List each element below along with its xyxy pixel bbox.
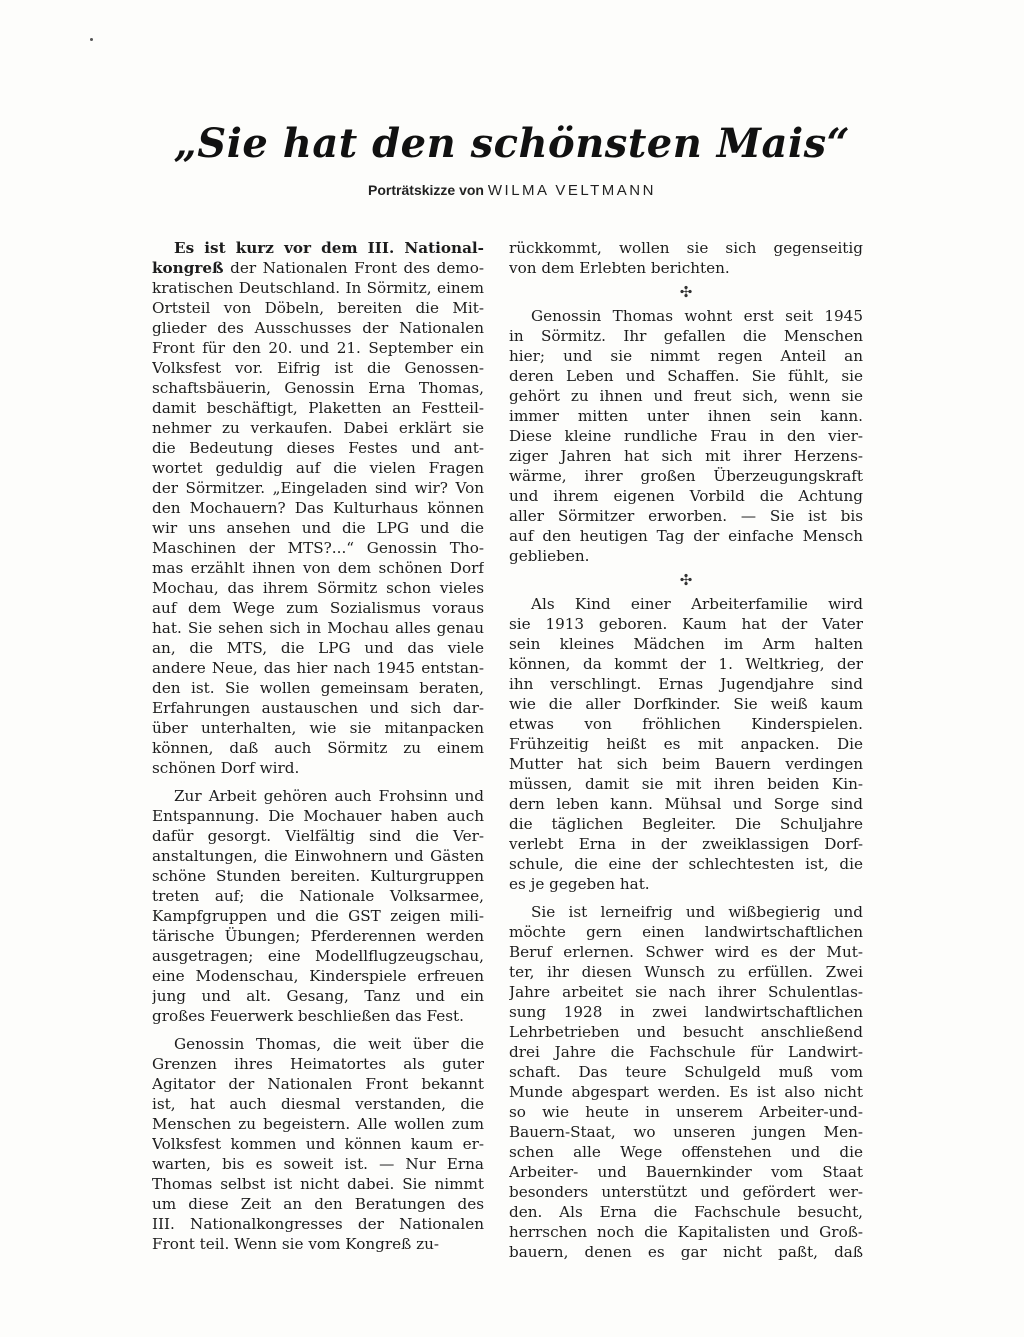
text-line: III. Nationalkongresses der Nationalen: [152, 1215, 484, 1233]
paragraph: [509, 306, 863, 566]
text-line: sung 1928 in zwei landwirtschaftlichen: [509, 1003, 863, 1021]
bold-lead-in: kongreß: [152, 259, 224, 277]
text-line: glieder des Ausschusses der Nationalen: [152, 319, 484, 337]
text-line: mas erzählt ihnen von dem schönen Dorf: [152, 559, 484, 577]
text-line: Genossin Thomas wohnt erst seit 1945: [531, 307, 863, 325]
text-line: Mochau, das ihrem Sörmitz schon vieles: [152, 579, 484, 597]
text-line: rückkommt, wollen sie sich gegenseitig: [509, 239, 863, 257]
text-line: schule, die eine der schlechtesten ist, die: [509, 855, 863, 873]
text-line: dern leben kann. Mühsal und Sorge sind: [509, 795, 863, 813]
text-line: ihn verschlingt. Ernas Jugendjahre sind: [509, 675, 863, 693]
text-line: Front teil. Wenn sie vom Kongreß zu-: [152, 1235, 440, 1253]
text-line: schöne Stunden bereiten. Kulturgruppen: [152, 867, 484, 885]
section-separator: ✣: [679, 571, 693, 589]
text-line: ausgetragen; eine Modellflugzeugschau,: [152, 947, 484, 965]
text-line: andere Neue, das hier nach 1945 entstan-: [152, 659, 484, 677]
text-line: aller Sörmitzer erworben. — Sie ist bis: [509, 507, 863, 525]
text-line: ist, hat auch diesmal verstanden, die: [152, 1095, 484, 1113]
text-line: sie 1913 geboren. Kaum hat der Vater: [509, 615, 863, 633]
text-line: dafür gesorgt. Vielfältig sind die Ver-: [152, 827, 484, 845]
paragraph: [152, 238, 484, 778]
text-line: Ortsteil von Döbeln, bereiten die Mit-: [152, 299, 484, 317]
text-line: bauern, denen es gar nicht paßt, daß: [509, 1243, 863, 1261]
text-line: Grenzen ihres Heimatortes als guter: [152, 1055, 484, 1073]
text-line: Arbeiter- und Bauernkinder vom Staat: [509, 1163, 863, 1181]
text-line: etwas von fröhlichen Kinderspielen.: [509, 715, 863, 733]
text-line: so wie heute in unserem Arbeiter-und-: [509, 1103, 863, 1121]
text-line: den. Als Erna die Fachschule besucht,: [509, 1203, 863, 1221]
text-line: und ihrem eigenen Vorbild die Achtung: [509, 487, 863, 505]
text-line: Agitator der Nationalen Front bekannt: [152, 1075, 484, 1093]
text-line: der Sörmitzer. „Eingeladen sind wir? Von: [152, 479, 484, 497]
text-line: schen alle Wege offenstehen und die: [509, 1143, 863, 1161]
text-line: schaft. Das teure Schulgeld muß vom: [509, 1063, 863, 1081]
text-line: jung und alt. Gesang, Tanz und ein: [152, 987, 484, 1005]
text-line: in Sörmitz. Ihr gefallen die Menschen: [509, 327, 863, 345]
text-line: es je gegeben hat.: [509, 875, 650, 893]
text-line: Volksfest vor. Eifrig ist die Genossen-: [152, 359, 484, 377]
text-line: geblieben.: [509, 547, 590, 565]
left-column: [152, 238, 484, 1254]
text-line: müssen, damit sie mit ihren beiden Kin-: [509, 775, 863, 793]
text-line: Bauern-Staat, wo unseren jungen Men-: [509, 1123, 863, 1141]
text-line: Sie ist lerneifrig und wißbegierig und: [531, 903, 863, 921]
text-line: Als Kind einer Arbeiterfamilie wird: [531, 595, 863, 613]
text-line: können, da kommt der 1. Weltkrieg, der: [509, 655, 863, 673]
text-line: [152, 238, 484, 258]
text-line: warten, bis es soweit ist. — Nur Erna: [152, 1155, 484, 1173]
byline-lead: Porträtskizze von: [368, 182, 484, 198]
text-line: wärme, ihrer großen Überzeugungskraft: [509, 467, 863, 485]
article-byline: [0, 182, 1024, 199]
text-line: Jahre arbeitet sie nach ihrer Schulentlas-: [509, 983, 863, 1001]
text-line: Entspannung. Die Mochauer haben auch: [152, 807, 484, 825]
text-line: über unterhalten, wie sie mitanpacken: [152, 719, 484, 737]
text-line: wir uns ansehen und die LPG und die: [152, 519, 484, 537]
text-line: ter, ihr diesen Wunsch zu erfüllen. Zwei: [509, 963, 863, 981]
text-line: drei Jahre die Fachschule für Landwirt-: [509, 1043, 863, 1061]
text-line: um diese Zeit an den Beratungen des: [152, 1195, 484, 1213]
text-line: Thomas selbst ist nicht dabei. Sie nimmt: [152, 1175, 484, 1193]
text-line: auf dem Wege zum Sozialismus voraus: [152, 599, 484, 617]
text-line: Lehrbetrieben und besucht anschließend: [509, 1023, 863, 1041]
text-line: wortet geduldig auf die vielen Fragen: [152, 459, 484, 477]
text-line: großes Feuerwerk beschließen das Fest.: [152, 1007, 464, 1025]
text-line: treten auf; die Nationale Volksarmee,: [152, 887, 484, 905]
text-line: besonders unterstützt und gefördert wer-: [509, 1183, 863, 1201]
text-line: den Mochauern? Das Kulturhaus können: [152, 499, 484, 517]
text-line: Zur Arbeit gehören auch Frohsinn und: [174, 787, 484, 805]
text-line: hier; und sie nimmt regen Anteil an: [509, 347, 863, 365]
text-line: von dem Erlebten berichten.: [509, 259, 730, 277]
bold-lead-in: Es ist kurz vor dem III. National-: [174, 239, 484, 257]
text-line: ziger Jahren hat sich mit ihrer Herzens-: [509, 447, 863, 465]
paragraph: [509, 902, 863, 1262]
line-text: der Nationalen Front des demo-: [223, 259, 484, 277]
article-title: „Sie hat den schönsten Mais“: [173, 120, 851, 167]
text-line: eine Modenschau, Kinderspiele erfreuen: [152, 967, 484, 985]
text-line: schaftsbäuerin, Genossin Erna Thomas,: [152, 379, 484, 397]
paragraph: [509, 238, 863, 278]
text-line: können, daß auch Sörmitz zu einem: [152, 739, 484, 757]
text-line: die täglichen Begleiter. Die Schuljahre: [509, 815, 863, 833]
text-line: hat. Sie sehen sich in Mochau alles genau: [152, 619, 484, 637]
text-line: sein kleines Mädchen im Arm halten: [509, 635, 863, 653]
text-line: Kampfgruppen und die GST zeigen mili-: [152, 907, 484, 925]
text-line: herrschen noch die Kapitalisten und Groß-: [509, 1223, 863, 1241]
paragraph: [509, 594, 863, 894]
text-line: Munde abgespart werden. Es ist also nicht: [509, 1083, 863, 1101]
text-line: Beruf erlernen. Schwer wird es der Mut-: [509, 943, 863, 961]
text-line: Maschinen der MTS?...“ Genossin Tho-: [152, 539, 484, 557]
text-line: Erfahrungen austauschen und sich dar-: [152, 699, 484, 717]
text-line: Frühzeitig heißt es mit anpacken. Die: [509, 735, 863, 753]
text-line: schönen Dorf wird.: [152, 759, 300, 777]
text-line: verlebt Erna in der zweiklassigen Dorf-: [509, 835, 863, 853]
text-line: an, die MTS, die LPG und das viele: [152, 639, 484, 657]
text-line: Volksfest kommen und können kaum er-: [152, 1135, 484, 1153]
text-line: Menschen zu begeistern. Alle wollen zum: [152, 1115, 484, 1133]
text-line: tärische Übungen; Pferderennen werden: [152, 927, 484, 945]
text-line: gehört zu ihnen und freut sich, wenn sie: [509, 387, 863, 405]
text-line: kratischen Deutschland. In Sörmitz, einem: [152, 279, 484, 297]
text-line: Diese kleine rundliche Frau in den vier-: [509, 427, 863, 445]
paragraph: [152, 1034, 484, 1254]
text-line: nehmer zu verkaufen. Dabei erklärt sie: [152, 419, 484, 437]
text-line: möchte gern einen landwirtschaftlichen: [509, 923, 863, 941]
text-line: Front für den 20. und 21. September ein: [152, 339, 484, 357]
byline-author: WILMA VELTMANN: [487, 182, 656, 199]
text-line: anstaltungen, die Einwohnern und Gästen: [152, 847, 484, 865]
section-separator: ✣: [679, 283, 693, 301]
text-line: auf den heutigen Tag der einfache Mensch: [509, 527, 863, 545]
text-line: Mutter hat sich beim Bauern verdingen: [509, 755, 863, 773]
right-column: [509, 238, 863, 1262]
text-line: Genossin Thomas, die weit über die: [174, 1035, 484, 1053]
speck-mark: [90, 38, 93, 41]
paragraph: [152, 786, 484, 1026]
text-line: wie die aller Dorfkinder. Sie weiß kaum: [509, 695, 863, 713]
text-line: damit beschäftigt, Plaketten an Festteil-: [152, 399, 484, 417]
text-line: immer mitten unter ihnen sein kann.: [509, 407, 863, 425]
text-line: den ist. Sie wollen gemeinsam beraten,: [152, 679, 484, 697]
text-line: deren Leben und Schaffen. Sie fühlt, sie: [509, 367, 863, 385]
text-line: [152, 258, 484, 278]
text-line: die Bedeutung dieses Festes und ant-: [152, 439, 484, 457]
